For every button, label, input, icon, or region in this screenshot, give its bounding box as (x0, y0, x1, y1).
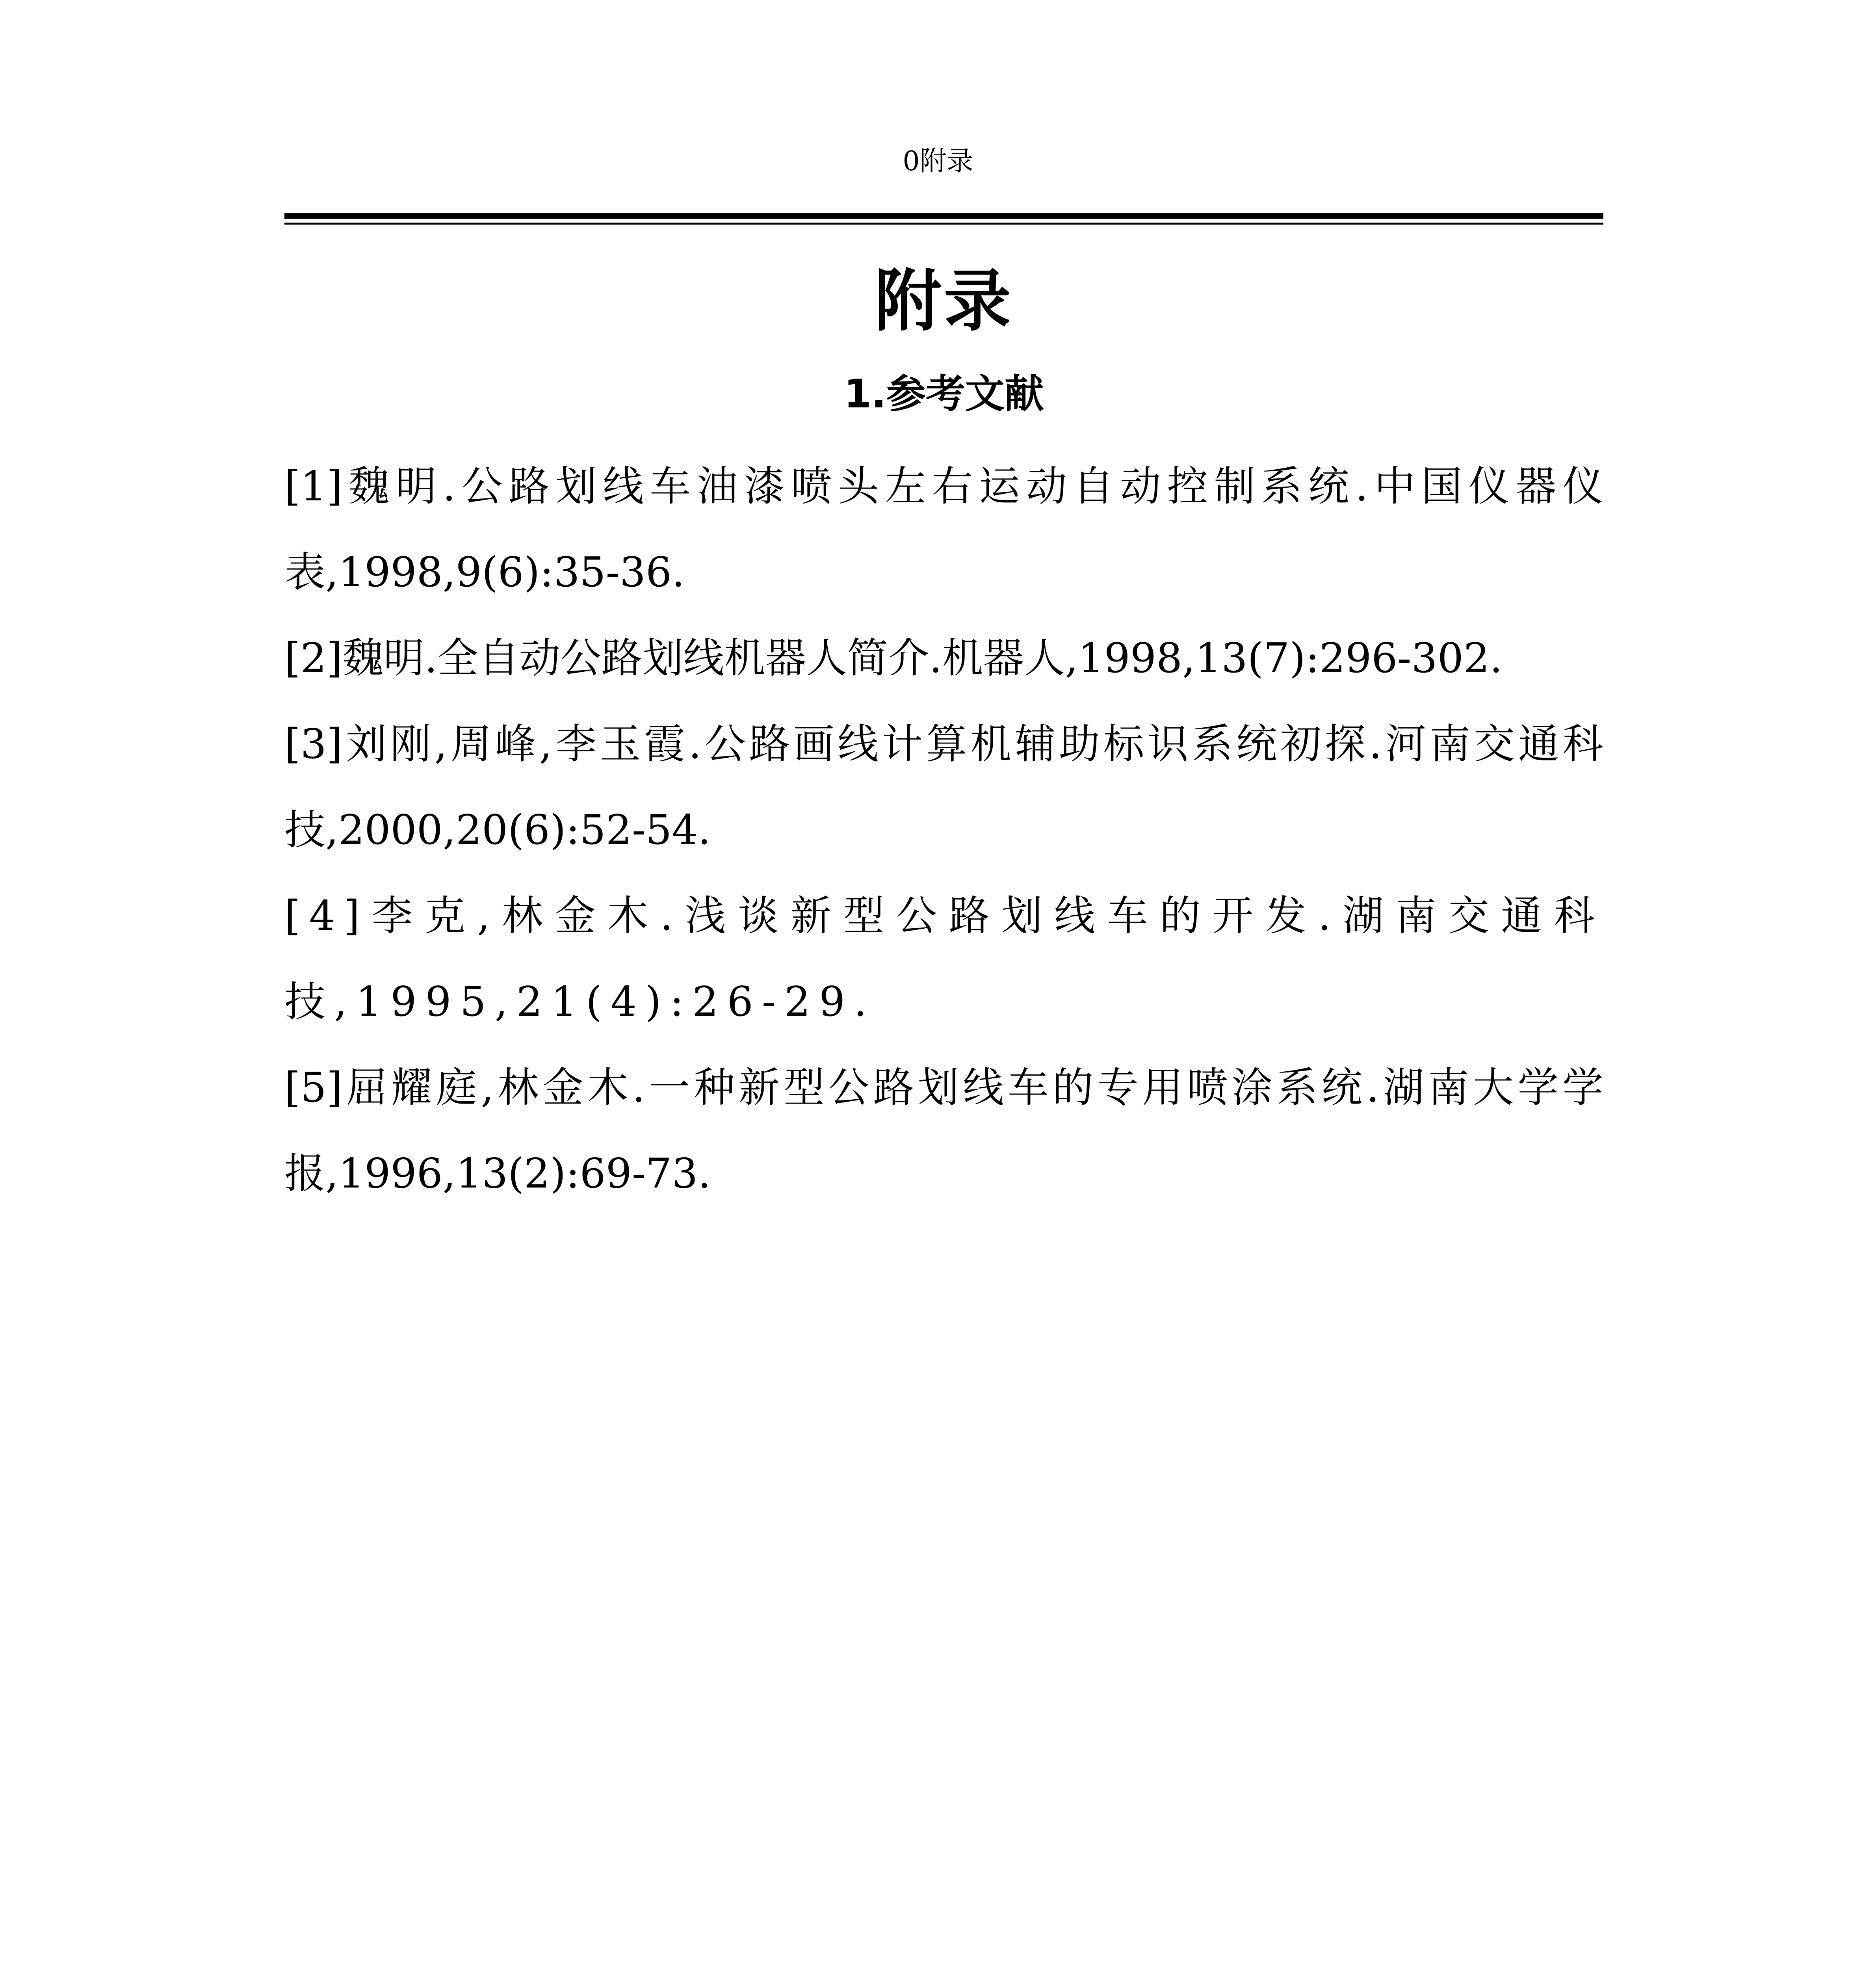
running-header: 0附录 (903, 146, 973, 177)
section-heading: 1.参考文献 (844, 371, 1044, 417)
page-title: 附录 (874, 262, 1013, 340)
reference-item-5: [5]屈耀庭,林金木.一种新型公路划线车的专用喷涂系统.湖南大学学报,1996,13(2):69-73. (284, 1063, 1603, 1197)
reference-item-1: [1]魏明.公路划线车油漆喷头左右运动自动控制系统.中国仪器仪表,1998,9(6):35-36. (284, 462, 1603, 596)
reference-item-3: [3]刘刚,周峰,李玉霞.公路画线计算机辅助标识系统初探.河南交通科技,2000,20(6):52-54. (284, 720, 1603, 854)
header-rule-thick (284, 213, 1603, 219)
reference-item-4: [4]李克,林金木.浅谈新型公路划线车的开发.湖南交通科技,1995,21(4):26-29. (284, 892, 1603, 1026)
reference-list (284, 443, 1603, 1216)
reference-item-2: [2]魏明.全自动公路划线机器人简介.机器人,1998,13(7):296-302. (284, 634, 1503, 682)
header-rule-thin (284, 223, 1603, 225)
